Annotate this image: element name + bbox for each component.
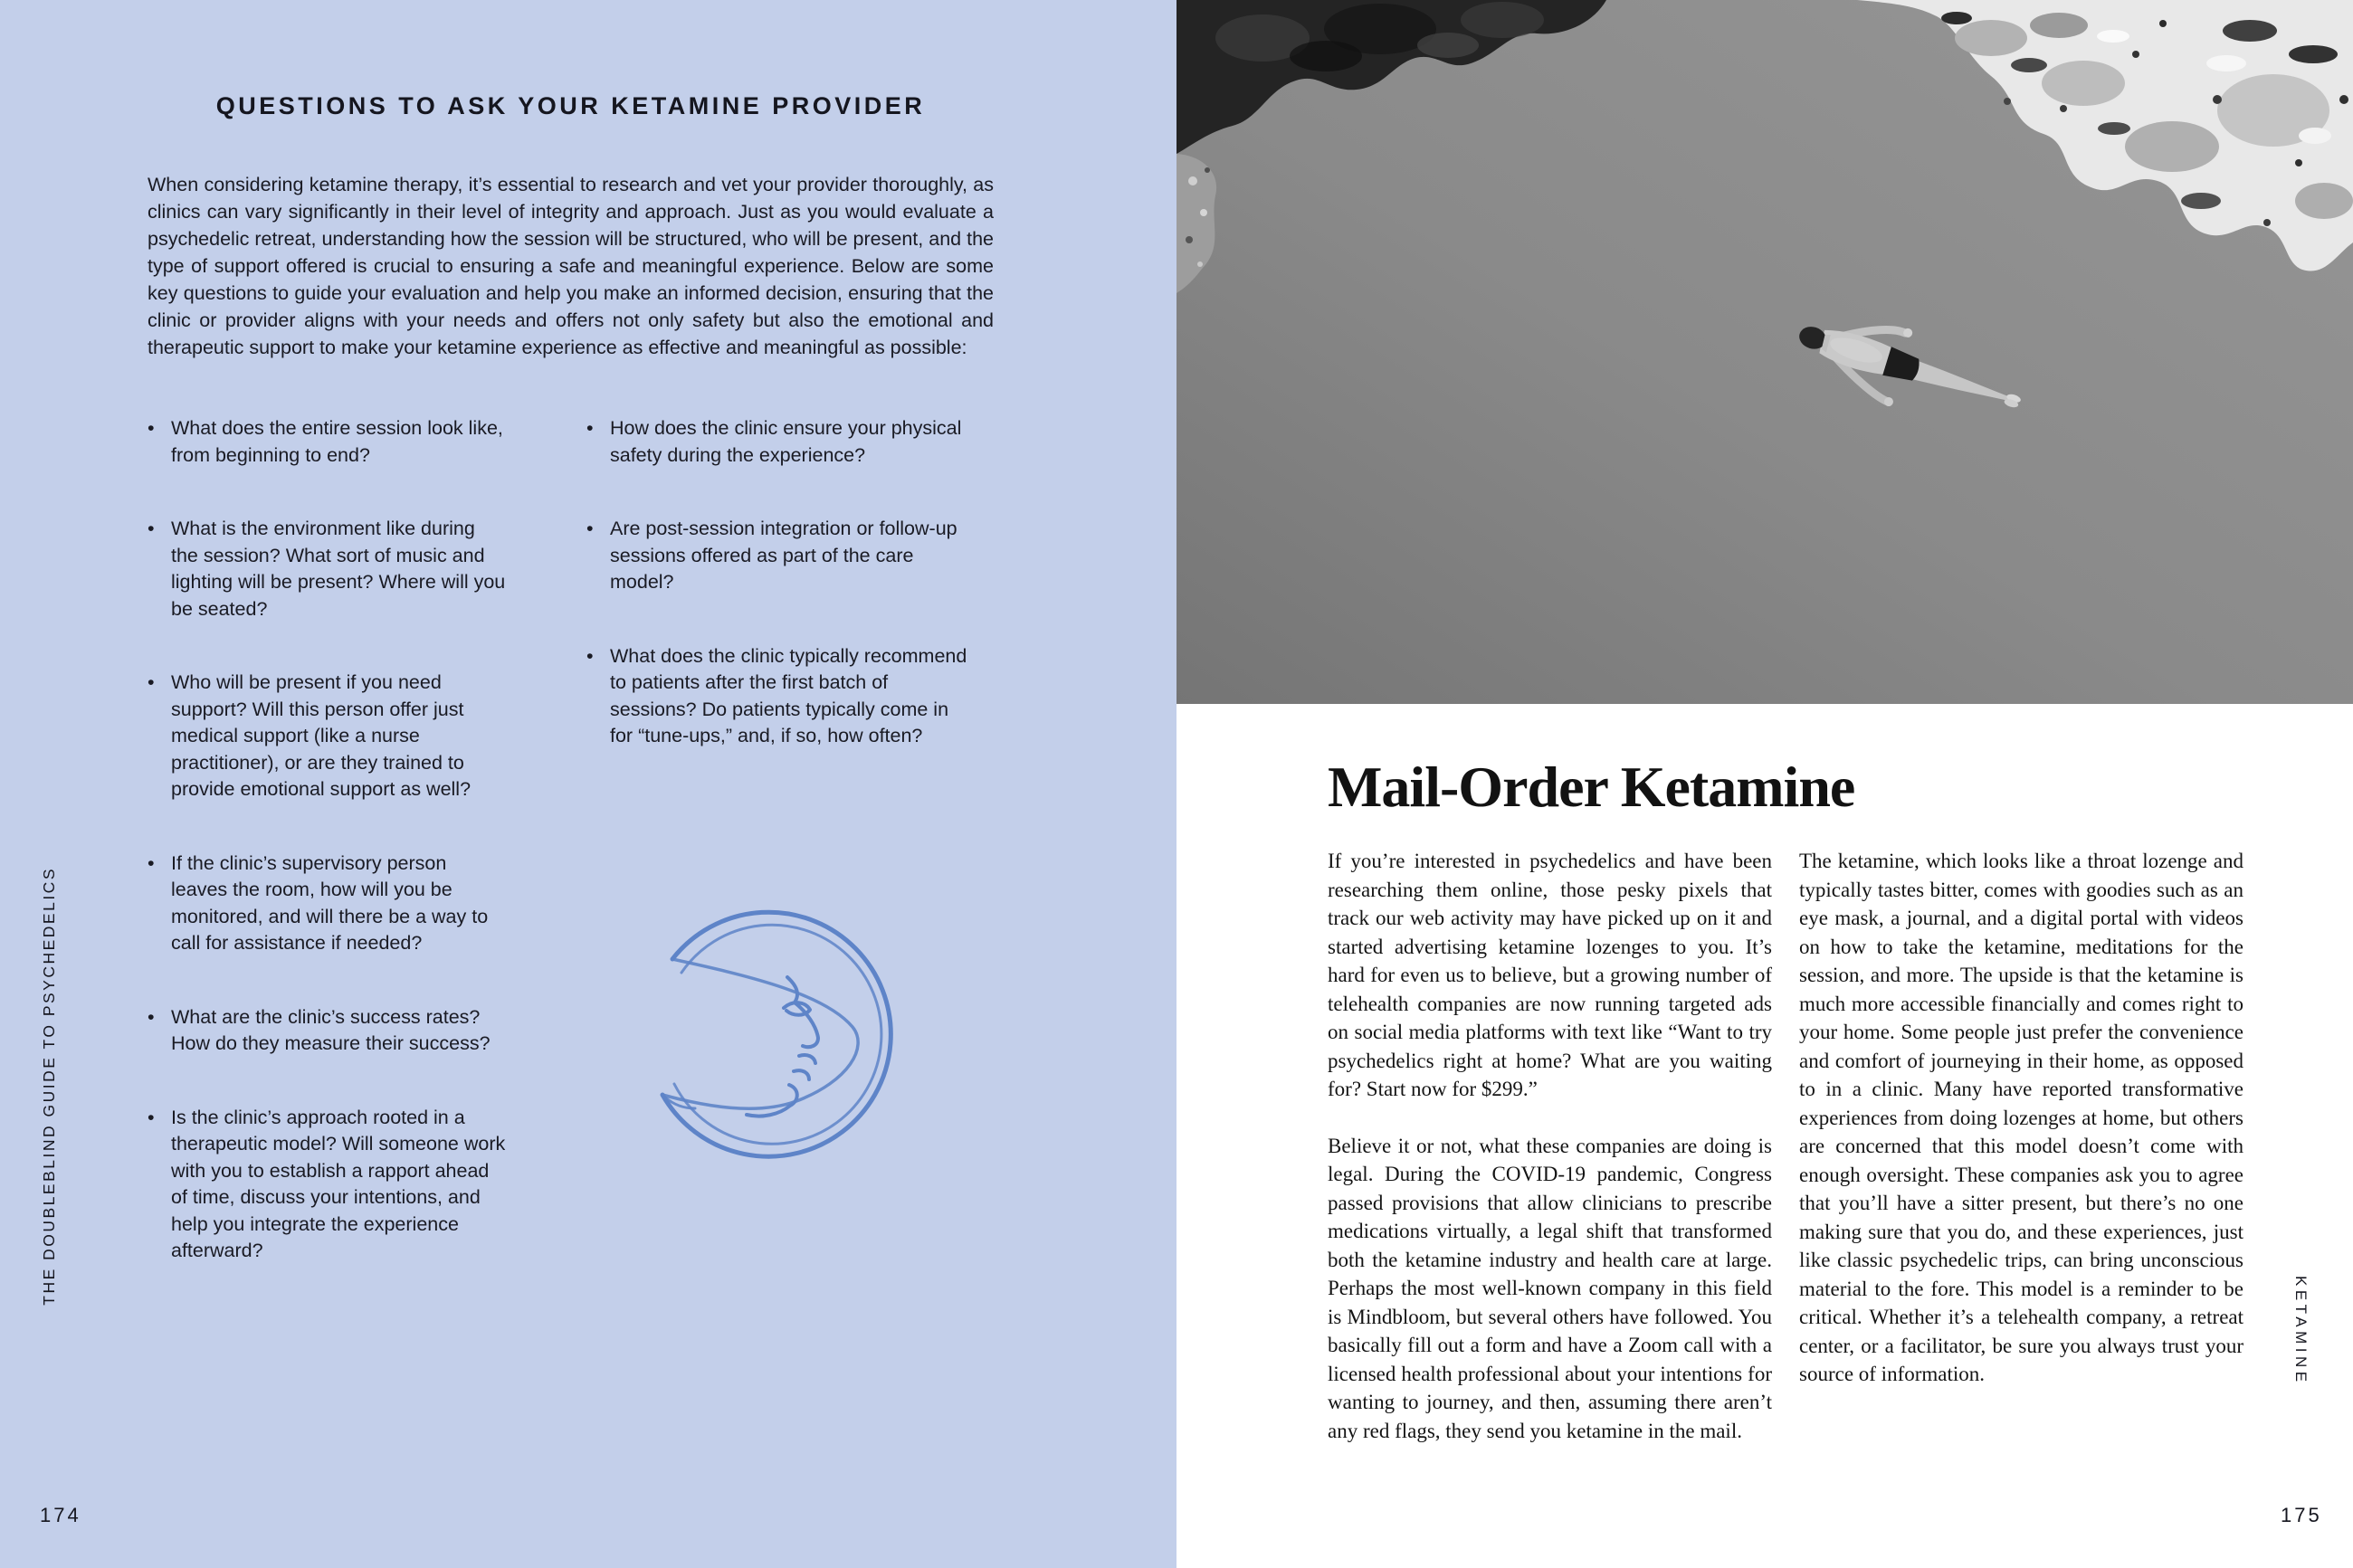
list-item (148, 670, 507, 803)
right-page (1176, 0, 2353, 1568)
article-paragraph: If you’re interested in psychedelics and have been researching them online, those pesky pixels that track our web activity may have picked up on it and started advertising ketamine lozenges to you. It’s hard for even us to believe, but a growing number of telehealth companies are now running targeted ads on social media platforms with text like “Want to try psychedelics right at home? What are you waiting for? Start now for $299.” (1328, 850, 1772, 1101)
question-column-1 (148, 415, 586, 1312)
question-text: Are post-session integration or follow-up sessions offered as part of the care model? (610, 518, 957, 593)
list-item (586, 516, 976, 596)
question-text: Is the clinic’s approach rooted in a therapeutic model? Will someone work with you to establish a rapport ahead of time, discuss your intentions, and help you integrate the experience afterward? (171, 1106, 506, 1261)
bullet-icon (586, 643, 610, 750)
question-text: Who will be present if you need support? Will this person offer just medical support (like a nurse practitioner), or are they trained to provide emotional support as well? (171, 671, 472, 800)
article-paragraph: Believe it or not, what these companies are doing is legal. During the COVID-19 pandemic, Congress passed provisions that allow clinicians to prescribe medications virtually, a legal shift that transformed both the ketamine industry and health care at large. Perhaps the most well-known company in this field is Mindbloom, but several others have followed. You basically fill out a form and have a Zoom call with a licensed health professional about your intentions for wanting to journey, and then, assuming there aren’t any red flags, they send you ketamine in the mail. (1328, 1134, 1772, 1442)
left-page-title: QUESTIONS TO ASK YOUR KETAMINE PROVIDER (215, 92, 926, 119)
list-item (586, 415, 976, 469)
bullet-icon (148, 1004, 171, 1058)
question-text: What does the clinic typically recommend to patients after the first batch of sessions? Do patients typically come in for “tune-ups,” and, if so, how often? (610, 644, 967, 746)
bullet-icon (148, 851, 171, 957)
right-page-number: 175 (2281, 1504, 2322, 1526)
list-item (148, 1105, 507, 1265)
bullet-icon (586, 415, 610, 469)
list-item (148, 1004, 507, 1058)
intro-paragraph: When considering ketamine therapy, it’s essential to research and vet your provider thoroughly, as clinics can vary significantly in their level of integrity and approach. Just as you would evaluate a psychedelic retreat, understanding how the session will be structured, who will be present, and the type of support offered is crucial to ensuring a safe and meaningful experience. Below are some key questions to guide your evaluation and help you make an informed decision, ensuring that the clinic or provider aligns with your needs and offers not only safety but also the emotional and therapeutic support to make your ketamine experience as effective and meaningful as possible: (148, 174, 994, 358)
photo-graphic (1176, 0, 2353, 704)
article (1328, 756, 2243, 1445)
left-page (0, 0, 1176, 1568)
left-page-sidebar-text: THE DOUBLEBLIND GUIDE TO PSYCHEDELICS (40, 867, 58, 1306)
question-columns (148, 415, 994, 1312)
bullet-icon (148, 670, 171, 803)
list-item (586, 643, 976, 750)
question-text: If the clinic’s supervisory person leaves the room, how will you be monitored, and will there be a way to call for assistance if needed? (171, 851, 489, 954)
bullet-icon (586, 516, 610, 596)
question-text: What are the clinic’s success rates? How do they measure their success? (171, 1005, 491, 1054)
list-item (148, 516, 507, 622)
article-columns (1328, 847, 2243, 1445)
bullet-icon (148, 516, 171, 622)
question-column-2 (586, 415, 994, 1312)
crescent-moon-face-illustration (652, 900, 905, 1172)
question-text: What does the entire session look like, from beginning to end? (171, 417, 503, 466)
right-page-sidebar-text: KETAMINE (2292, 1276, 2310, 1386)
list-item (148, 851, 507, 957)
list-item (148, 415, 507, 469)
article-title: Mail-Order Ketamine (1328, 755, 1855, 819)
left-page-number: 174 (40, 1504, 81, 1526)
article-column-1 (1328, 847, 1772, 1445)
question-text: What is the environment like during the session? What sort of music and lighting will be present? Where will you be seated? (171, 518, 506, 620)
bullet-icon (148, 415, 171, 469)
article-paragraph: The ketamine, which looks like a throat lozenge and typically tastes bitter, comes with goodies such as an eye mask, a journal, and a digital portal with videos on how to take the ketamine, meditations for the session, and more. The upside is that the ketamine is much more accessible financially and comes right to your home. Some people just prefer the convenience and comfort of journeying in their home, as opposed to in a clinic. Many have reported transformative experiences from doing lozenges at home, but others are concerned that this model doesn’t come with enough oversight. These companies ask you to agree that you’ll have a sitter present, but there’s no one making sure that you do, and these experiences, just like classic psychedelic trips, can bring unconscious material to the fore. This model is a reminder to be critical. Whether it’s a telehealth company, a retreat center, or a facilitator, be sure you always trust your source of information. (1799, 850, 2243, 1386)
floating-person-photo (1176, 0, 2353, 704)
question-text: How does the clinic ensure your physical safety during the experience? (610, 417, 962, 466)
bullet-icon (148, 1105, 171, 1265)
article-column-2 (1799, 847, 2243, 1445)
